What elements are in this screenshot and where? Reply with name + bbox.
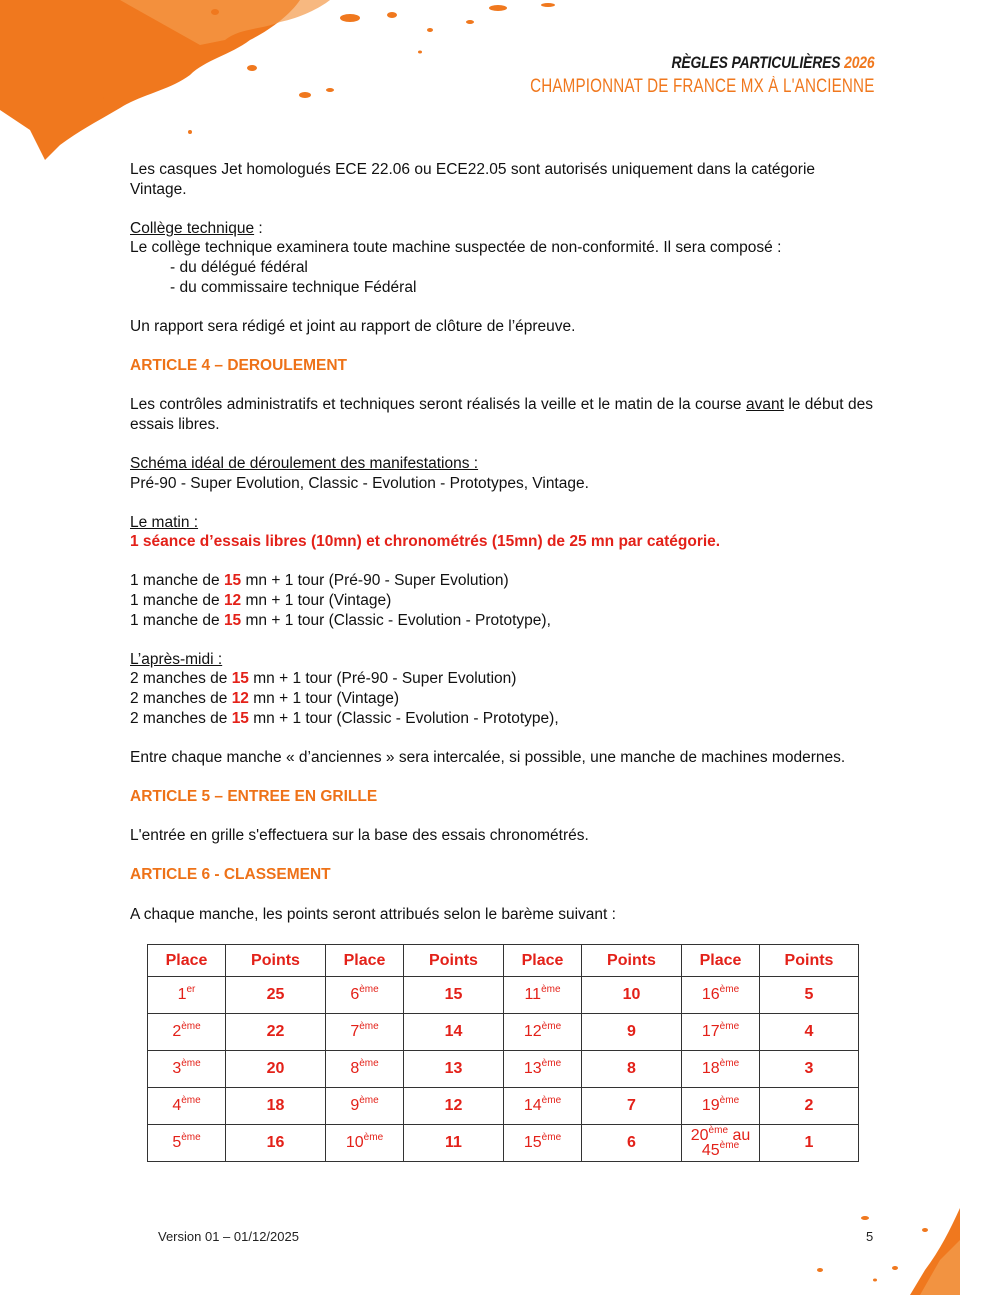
matin-title: Le matin :	[130, 513, 199, 531]
page-body	[130, 160, 873, 924]
place-cell: 7ème	[326, 1014, 404, 1051]
place-cell: 5ème	[148, 1125, 226, 1162]
points-cell: 2	[760, 1088, 859, 1125]
paragraph-casques: Les casques Jet homologués ECE 22.06 ou ECE22.05 sont autorisés uniquement dans la catégorie Vintage.	[130, 161, 816, 198]
place-cell: 19ème	[682, 1088, 760, 1125]
header-points: Points	[582, 945, 682, 977]
schema-title: Schéma idéal de déroulement des manifestations :	[130, 454, 479, 472]
orange-splash-bottom-right	[800, 1200, 1005, 1300]
place-cell: 3ème	[148, 1051, 226, 1088]
points-cell: 10	[582, 977, 682, 1014]
aprem-line: 2 manches de 12 mn + 1 tour (Vintage)	[130, 690, 399, 708]
page-number: 5	[866, 1229, 874, 1244]
place-cell: 4ème	[148, 1088, 226, 1125]
points-cell: 25	[226, 977, 326, 1014]
header-title-text: RÈGLES PARTICULIÈRES	[670, 53, 840, 72]
points-cell: 20	[226, 1051, 326, 1088]
article-6-heading: ARTICLE 6 - CLASSEMENT	[130, 866, 331, 884]
place-cell: 10ème	[326, 1125, 404, 1162]
matin-line: 1 manche de 15 mn + 1 tour (Pré-90 - Super Evolution)	[130, 572, 509, 590]
points-cell: 4	[760, 1014, 859, 1051]
aprem-line: 2 manches de 15 mn + 1 tour (Pré-90 - Super Evolution)	[130, 670, 517, 688]
points-cell: 8	[582, 1051, 682, 1088]
paragraph-intercalee: Entre chaque manche « d’anciennes » sera intercalée, si possible, une manche de machines modernes.	[130, 748, 846, 766]
matin-line: 1 manche de 12 mn + 1 tour (Vintage)	[130, 592, 392, 610]
article-4-text-b: le début des essais libres.	[130, 396, 874, 433]
header-place: Place	[682, 945, 760, 977]
place-cell: 18ème	[682, 1051, 760, 1088]
article-5-heading: ARTICLE 5 – ENTREE EN GRILLE	[130, 788, 378, 805]
points-cell: 14	[404, 1014, 504, 1051]
place-cell: 6ème	[326, 977, 404, 1014]
place-cell: 1er	[148, 977, 226, 1014]
points-cell: 15	[404, 977, 504, 1014]
table-row	[148, 1014, 859, 1051]
place-cell: 13ème	[504, 1051, 582, 1088]
header-subtitle: CHAMPIONNAT DE FRANCE MX À L'ANCIENNE	[529, 76, 874, 97]
table-row	[148, 1125, 859, 1162]
aprem-title: L’après-midi :	[130, 650, 223, 668]
points-cell: 11	[404, 1125, 504, 1162]
header-title	[521, 54, 874, 71]
points-table	[147, 944, 859, 1162]
paragraph-rapport: Un rapport sera rédigé et joint au rapport de clôture de l’épreuve.	[130, 317, 576, 335]
points-cell: 18	[226, 1088, 326, 1125]
table-header-row	[148, 945, 859, 977]
matin-line: 1 manche de 15 mn + 1 tour (Classic - Evolution - Prototype),	[130, 611, 551, 629]
points-cell: 3	[760, 1051, 859, 1088]
header-points: Points	[226, 945, 326, 977]
article-4-heading: ARTICLE 4 – DEROULEMENT	[130, 356, 348, 374]
points-cell: 22	[226, 1014, 326, 1051]
article-4-text-underlined: avant	[745, 396, 784, 414]
place-cell: 12ème	[504, 1014, 582, 1051]
header-place: Place	[504, 945, 582, 977]
college-heading	[130, 219, 873, 239]
header-points: Points	[404, 945, 504, 977]
place-cell: 16ème	[682, 977, 760, 1014]
header-points: Points	[760, 945, 859, 977]
college-intro: Le collège technique examinera toute machine suspectée de non-conformité. Il sera composé :	[130, 239, 782, 257]
points-cell: 7	[582, 1088, 682, 1125]
matin-essais: 1 séance d’essais libres (10mn) et chronométrés (15mn) de 25 mn par catégorie.	[130, 533, 721, 551]
document-header	[444, 54, 875, 96]
place-cell: 14ème	[504, 1088, 582, 1125]
college-item: - du commissaire technique Fédéral	[170, 278, 417, 296]
article-5-text: L'entrée en grille s'effectuera sur la base des essais chronométrés.	[130, 827, 589, 845]
header-place: Place	[148, 945, 226, 977]
footer-version: Version 01 – 01/12/2025	[158, 1229, 299, 1244]
college-item: - du délégué fédéral	[170, 258, 308, 276]
points-cell: 5	[760, 977, 859, 1014]
table-row	[148, 1051, 859, 1088]
place-cell: 15ème	[504, 1125, 582, 1162]
table-row	[148, 1088, 859, 1125]
college-title: Collège technique	[130, 219, 255, 237]
points-cell: 6	[582, 1125, 682, 1162]
college-colon: :	[254, 219, 263, 237]
place-cell: 8ème	[326, 1051, 404, 1088]
points-cell: 12	[404, 1088, 504, 1125]
place-cell: 11ème	[504, 977, 582, 1014]
place-cell: 20ème au 45ème	[682, 1125, 760, 1162]
article-6-text: A chaque manche, les points seront attribués selon le barème suivant :	[130, 905, 616, 923]
place-cell: 9ème	[326, 1088, 404, 1125]
points-cell: 1	[760, 1125, 859, 1162]
schema-text: Pré-90 - Super Evolution, Classic - Evolution - Prototypes, Vintage.	[130, 474, 589, 492]
aprem-line: 2 manches de 15 mn + 1 tour (Classic - Evolution - Prototype),	[130, 709, 559, 727]
header-year: 2026	[843, 53, 874, 72]
points-cell: 13	[404, 1051, 504, 1088]
article-4-text-a: Les contrôles administratifs et techniques seront réalisés la veille et le matin de la course	[130, 396, 746, 414]
points-cell: 16	[226, 1125, 326, 1162]
points-cell: 9	[582, 1014, 682, 1051]
header-place: Place	[326, 945, 404, 977]
place-cell: 2ème	[148, 1014, 226, 1051]
article-4-paragraph	[130, 395, 873, 434]
table-row	[148, 977, 859, 1014]
place-cell: 17ème	[682, 1014, 760, 1051]
